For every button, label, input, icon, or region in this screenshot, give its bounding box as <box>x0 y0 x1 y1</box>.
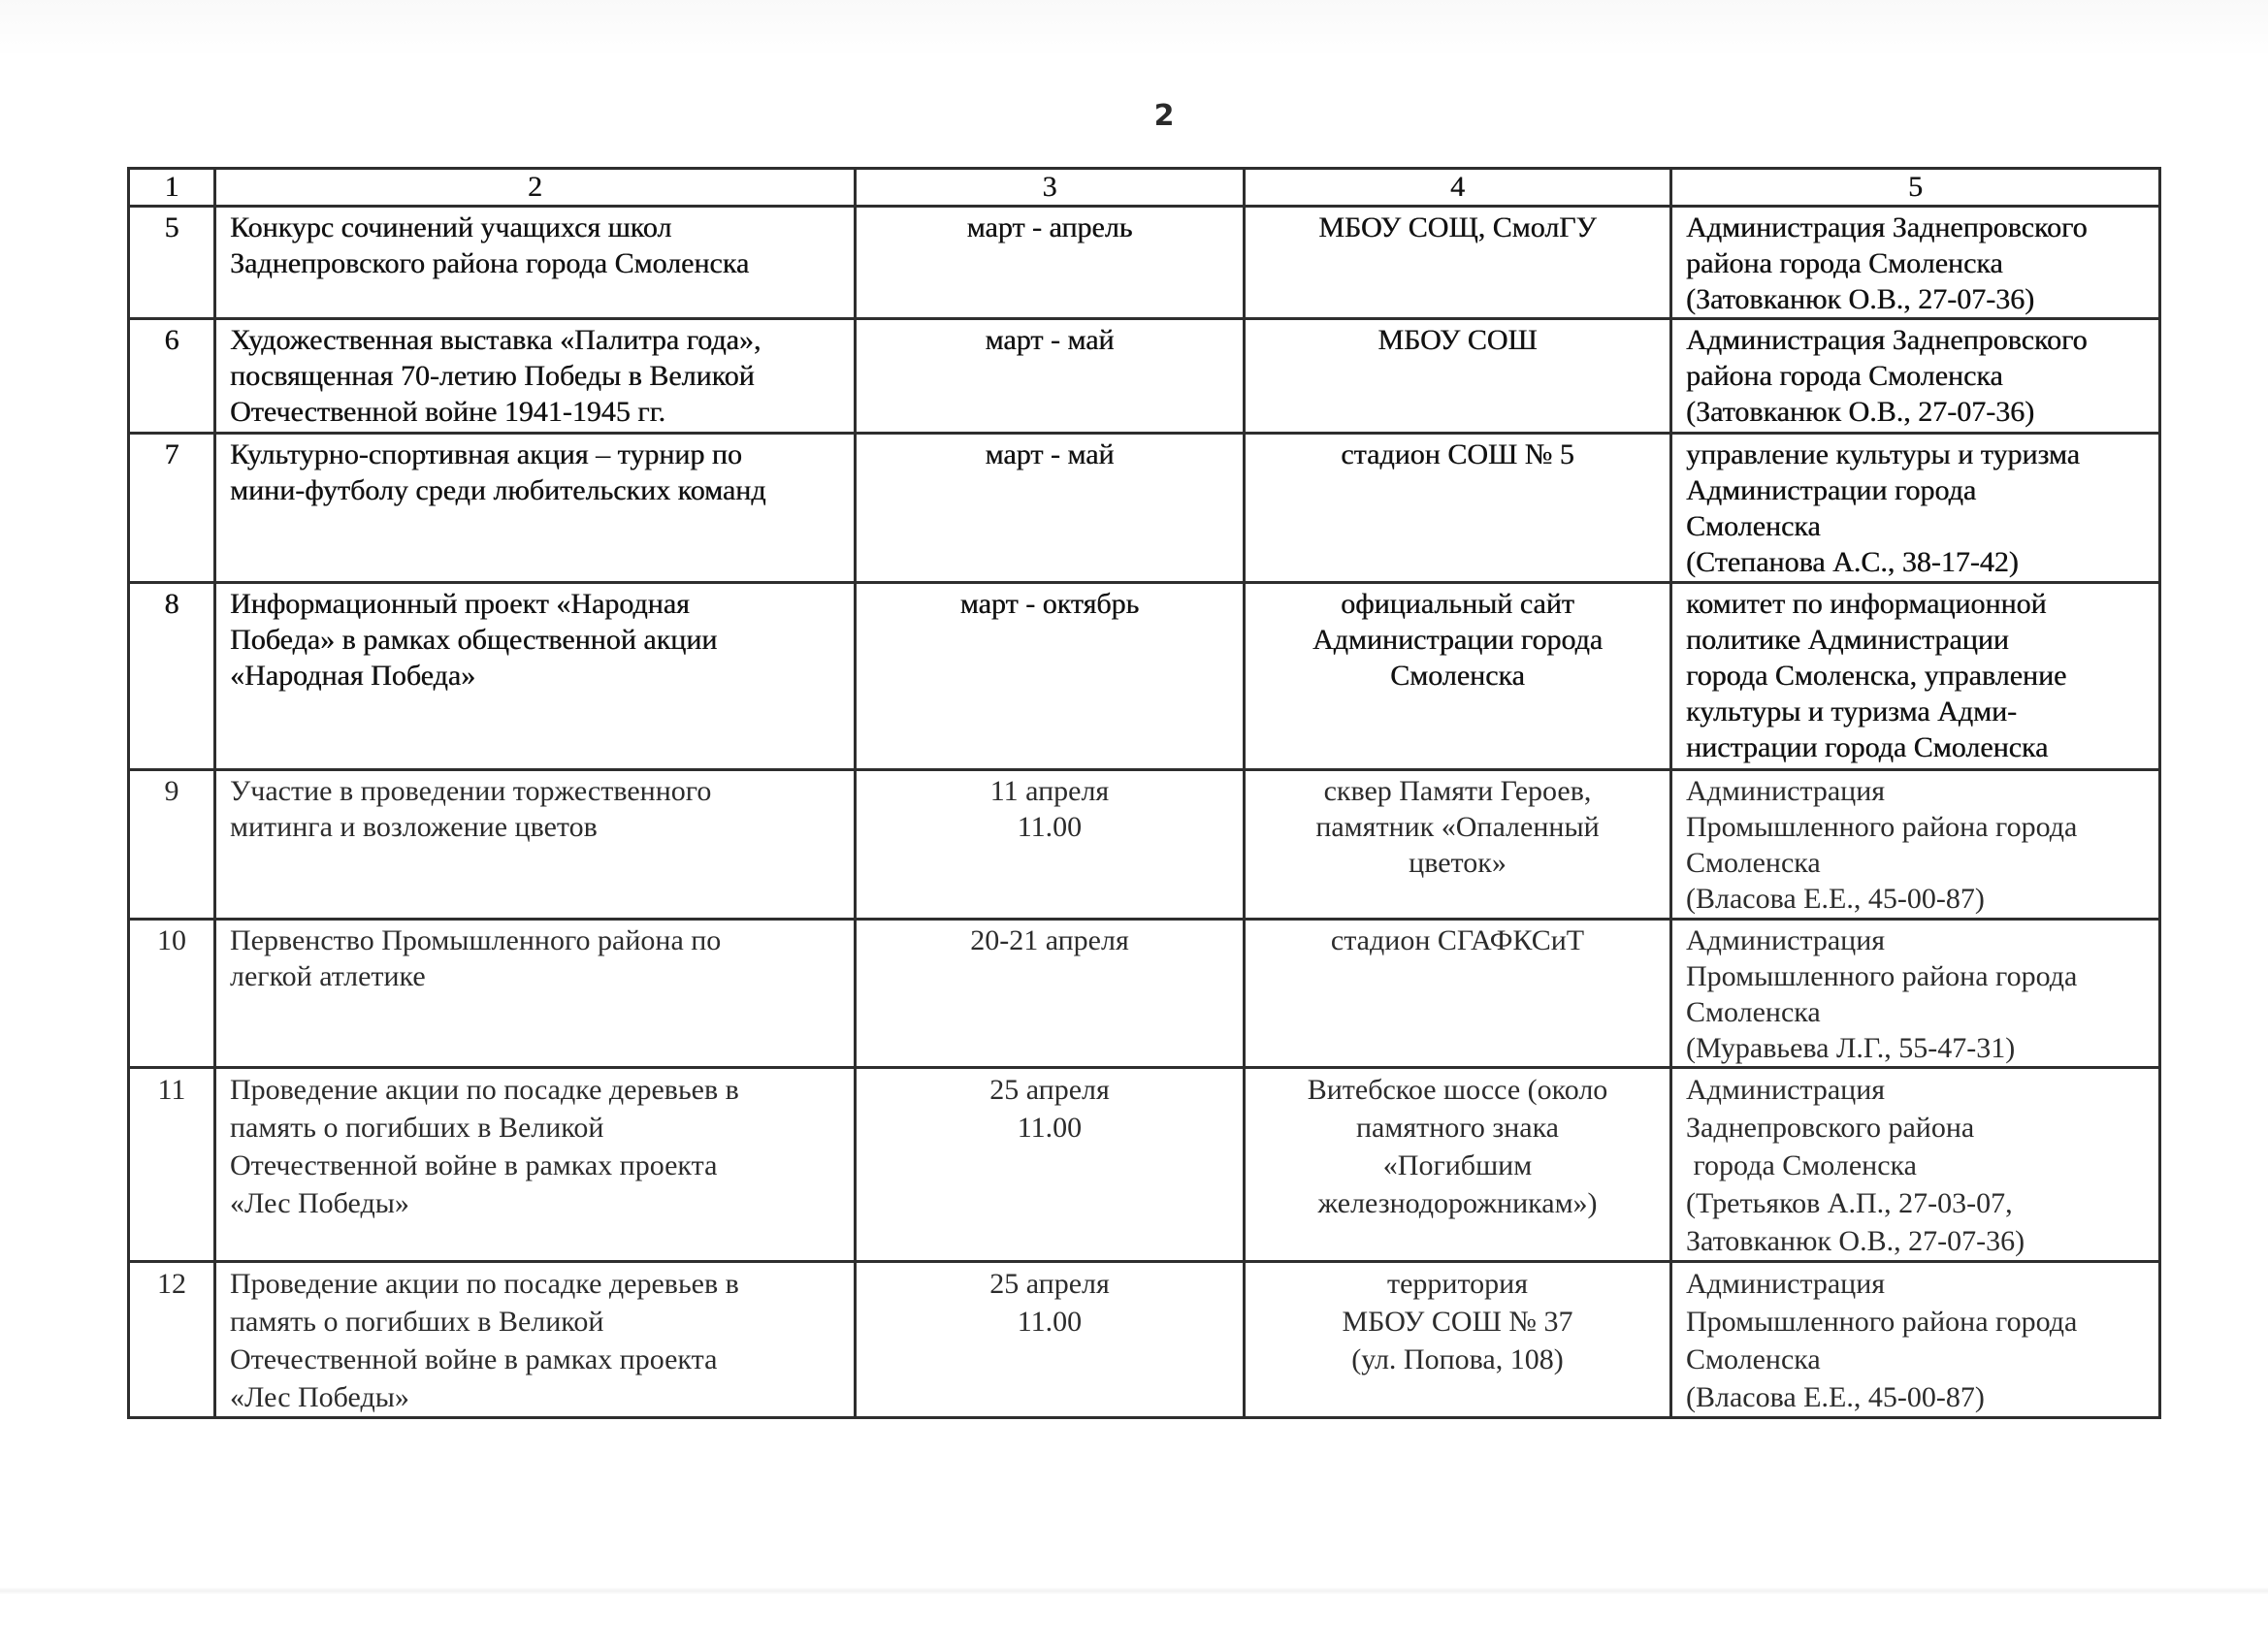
event-line: митинга и возложение цветов <box>230 811 598 843</box>
table-row <box>129 207 2160 319</box>
responsible-line: Промышленного района города <box>1686 960 2078 992</box>
responsible-cell <box>1671 434 2160 583</box>
responsible-line: Заднепровского района <box>1686 1112 1975 1144</box>
date-line: 11 апреля <box>989 775 1110 807</box>
event-line: Отечественной войне 1941-1945 гг. <box>230 396 665 428</box>
responsible-cell <box>1671 207 2160 319</box>
date-line: 25 апреля <box>989 1268 1110 1300</box>
responsible-line: Смоленска <box>1686 1343 1821 1375</box>
event-cell <box>215 1262 856 1418</box>
place-line: Витебское шоссе (около <box>1307 1074 1608 1106</box>
event-cell <box>215 434 856 583</box>
event-cell <box>215 319 856 434</box>
row-number: 12 <box>129 1262 215 1418</box>
responsible-line: (Затовканюк О.В., 27-07-36) <box>1686 283 2035 315</box>
event-line: Проведение акции по посадке деревьев в <box>230 1268 739 1300</box>
place-cell <box>1245 583 1671 770</box>
responsible-line: Администрация Заднепровского <box>1686 324 2088 356</box>
event-line: Проведение акции по посадке деревьев в <box>230 1074 739 1106</box>
column-number: 5 <box>1671 169 2160 207</box>
place-cell <box>1245 319 1671 434</box>
place-line: железнодорожникам») <box>1317 1187 1598 1219</box>
event-line: Победа» в рамках общественной акции <box>230 624 718 656</box>
place-cell <box>1245 1068 1671 1262</box>
responsible-line: культуры и туризма Адми- <box>1686 695 2018 728</box>
event-line: Заднепровского района города Смоленска <box>230 247 750 279</box>
responsible-line: (Власова Е.Е., 45-00-87) <box>1686 883 1985 915</box>
place-line: МБОУ СОШ № 37 <box>1342 1306 1573 1338</box>
place-cell <box>1245 1262 1671 1418</box>
scan-shade <box>0 1587 2268 1595</box>
responsible-line: политике Администрации <box>1686 624 2009 656</box>
date-cell <box>856 1068 1245 1262</box>
event-cell <box>215 920 856 1068</box>
row-number: 6 <box>129 319 215 434</box>
date-cell <box>856 920 1245 1068</box>
responsible-line: города Смоленска, управление <box>1686 660 2067 692</box>
place-line: сквер Памяти Героев, <box>1323 775 1592 807</box>
responsible-cell <box>1671 1262 2160 1418</box>
responsible-line: Администрации города <box>1686 474 1977 506</box>
place-cell <box>1245 207 1671 319</box>
place-line: стадион СГАФКСиТ <box>1330 924 1585 956</box>
place-line: МБОУ СОЩ, СмолГУ <box>1318 211 1597 243</box>
event-line: легкой атлетике <box>230 960 426 992</box>
events-table-body <box>129 169 2160 1418</box>
events-table <box>127 167 2161 1419</box>
place-line: цветок» <box>1409 847 1507 879</box>
event-line: «Лес Победы» <box>230 1381 409 1413</box>
column-number-row <box>129 169 2160 207</box>
column-number: 3 <box>856 169 1245 207</box>
place-line: памятник «Опаленный <box>1315 811 1600 843</box>
row-number: 9 <box>129 770 215 920</box>
date-line: 25 апреля <box>989 1074 1110 1106</box>
event-line: память о погибших в Великой <box>230 1306 604 1338</box>
table-row <box>129 1262 2160 1418</box>
event-cell <box>215 207 856 319</box>
responsible-line: Администрация <box>1686 924 1886 956</box>
table-row <box>129 319 2160 434</box>
responsible-line: Администрация <box>1686 1074 1886 1106</box>
responsible-line: Администрация <box>1686 1268 1886 1300</box>
date-line: март - октябрь <box>959 588 1140 620</box>
responsible-cell <box>1671 920 2160 1068</box>
date-line: 11.00 <box>1017 811 1083 843</box>
responsible-line: Промышленного района города <box>1686 1306 2078 1338</box>
responsible-cell <box>1671 583 2160 770</box>
place-line: (ул. Попова, 108) <box>1351 1343 1564 1375</box>
date-cell <box>856 1262 1245 1418</box>
responsible-line: (Затовканюк О.В., 27-07-36) <box>1686 396 2035 428</box>
event-line: Отечественной войне в рамках проекта <box>230 1149 718 1181</box>
row-number: 7 <box>129 434 215 583</box>
event-line: память о погибших в Великой <box>230 1112 604 1144</box>
table-row <box>129 770 2160 920</box>
responsible-line: района города Смоленска <box>1686 360 2003 392</box>
event-line: «Народная Победа» <box>230 660 476 692</box>
page-number: 2 <box>1153 99 1175 133</box>
responsible-line: управление культуры и туризма <box>1686 438 2080 470</box>
place-line: МБОУ СОШ <box>1377 324 1538 356</box>
event-line: «Лес Победы» <box>230 1187 409 1219</box>
table-row <box>129 920 2160 1068</box>
row-number: 11 <box>129 1068 215 1262</box>
event-cell <box>215 583 856 770</box>
column-number: 2 <box>215 169 856 207</box>
responsible-line: (Третьяков А.П., 27-03-07, <box>1686 1187 2013 1219</box>
responsible-line: Затовканюк О.В., 27-07-36) <box>1686 1225 2025 1257</box>
date-line: март - май <box>985 324 1115 356</box>
place-line: памятного знака <box>1355 1112 1560 1144</box>
date-cell <box>856 319 1245 434</box>
date-line: 11.00 <box>1017 1112 1083 1144</box>
row-number: 10 <box>129 920 215 1068</box>
event-line: Первенство Промышленного района по <box>230 924 722 956</box>
place-line: территория <box>1386 1268 1529 1300</box>
responsible-line: (Власова Е.Е., 45-00-87) <box>1686 1381 1985 1413</box>
place-line: Смоленска <box>1390 660 1525 692</box>
place-line: стадион СОШ № 5 <box>1341 438 1574 470</box>
place-line: «Погибшим <box>1382 1149 1533 1181</box>
date-line: март - май <box>985 438 1115 470</box>
date-line: 11.00 <box>1017 1306 1083 1338</box>
place-line: официальный сайт <box>1341 588 1574 620</box>
table-row <box>129 434 2160 583</box>
responsible-line: Смоленска <box>1686 510 1821 542</box>
responsible-line: Администрация Заднепровского <box>1686 211 2088 243</box>
event-cell <box>215 1068 856 1262</box>
responsible-line: города Смоленска <box>1686 1149 1917 1181</box>
place-cell <box>1245 920 1671 1068</box>
date-cell <box>856 434 1245 583</box>
event-line: Участие в проведении торжественного <box>230 775 712 807</box>
place-cell <box>1245 434 1671 583</box>
event-line: Информационный проект «Народная <box>230 588 690 620</box>
responsible-cell <box>1671 770 2160 920</box>
responsible-line: района города Смоленска <box>1686 247 2003 279</box>
responsible-cell <box>1671 1068 2160 1262</box>
table-row <box>129 583 2160 770</box>
event-line: Конкурс сочинений учащихся школ <box>230 211 672 243</box>
place-line: Администрации города <box>1312 624 1604 656</box>
responsible-line: Смоленска <box>1686 847 1821 879</box>
date-cell <box>856 583 1245 770</box>
row-number: 5 <box>129 207 215 319</box>
date-line: март - апрель <box>966 211 1133 243</box>
scan-shade <box>0 0 2268 58</box>
responsible-line: Промышленного района города <box>1686 811 2078 843</box>
responsible-line: (Степанова А.С., 38-17-42) <box>1686 546 2019 578</box>
date-line: 20-21 апреля <box>970 924 1129 956</box>
event-line: Отечественной войне в рамках проекта <box>230 1343 718 1375</box>
event-line: посвященная 70-летию Победы в Великой <box>230 360 755 392</box>
responsible-line: (Муравьева Л.Г., 55-47-31) <box>1686 1032 2016 1064</box>
responsible-cell <box>1671 319 2160 434</box>
column-number: 4 <box>1245 169 1671 207</box>
event-line: мини-футболу среди любительских команд <box>230 474 766 506</box>
responsible-line: комитет по информационной <box>1686 588 2047 620</box>
responsible-line: Смоленска <box>1686 996 1821 1028</box>
event-line: Культурно-спортивная акция – турнир по <box>230 438 742 470</box>
row-number: 8 <box>129 583 215 770</box>
responsible-line: Администрация <box>1686 775 1886 807</box>
event-line: Художественная выставка «Палитра года», <box>230 324 761 356</box>
table-row <box>129 1068 2160 1262</box>
date-cell <box>856 770 1245 920</box>
responsible-line: нистрации города Смоленска <box>1686 731 2049 763</box>
place-cell <box>1245 770 1671 920</box>
event-cell <box>215 770 856 920</box>
date-cell <box>856 207 1245 319</box>
column-number: 1 <box>129 169 215 207</box>
